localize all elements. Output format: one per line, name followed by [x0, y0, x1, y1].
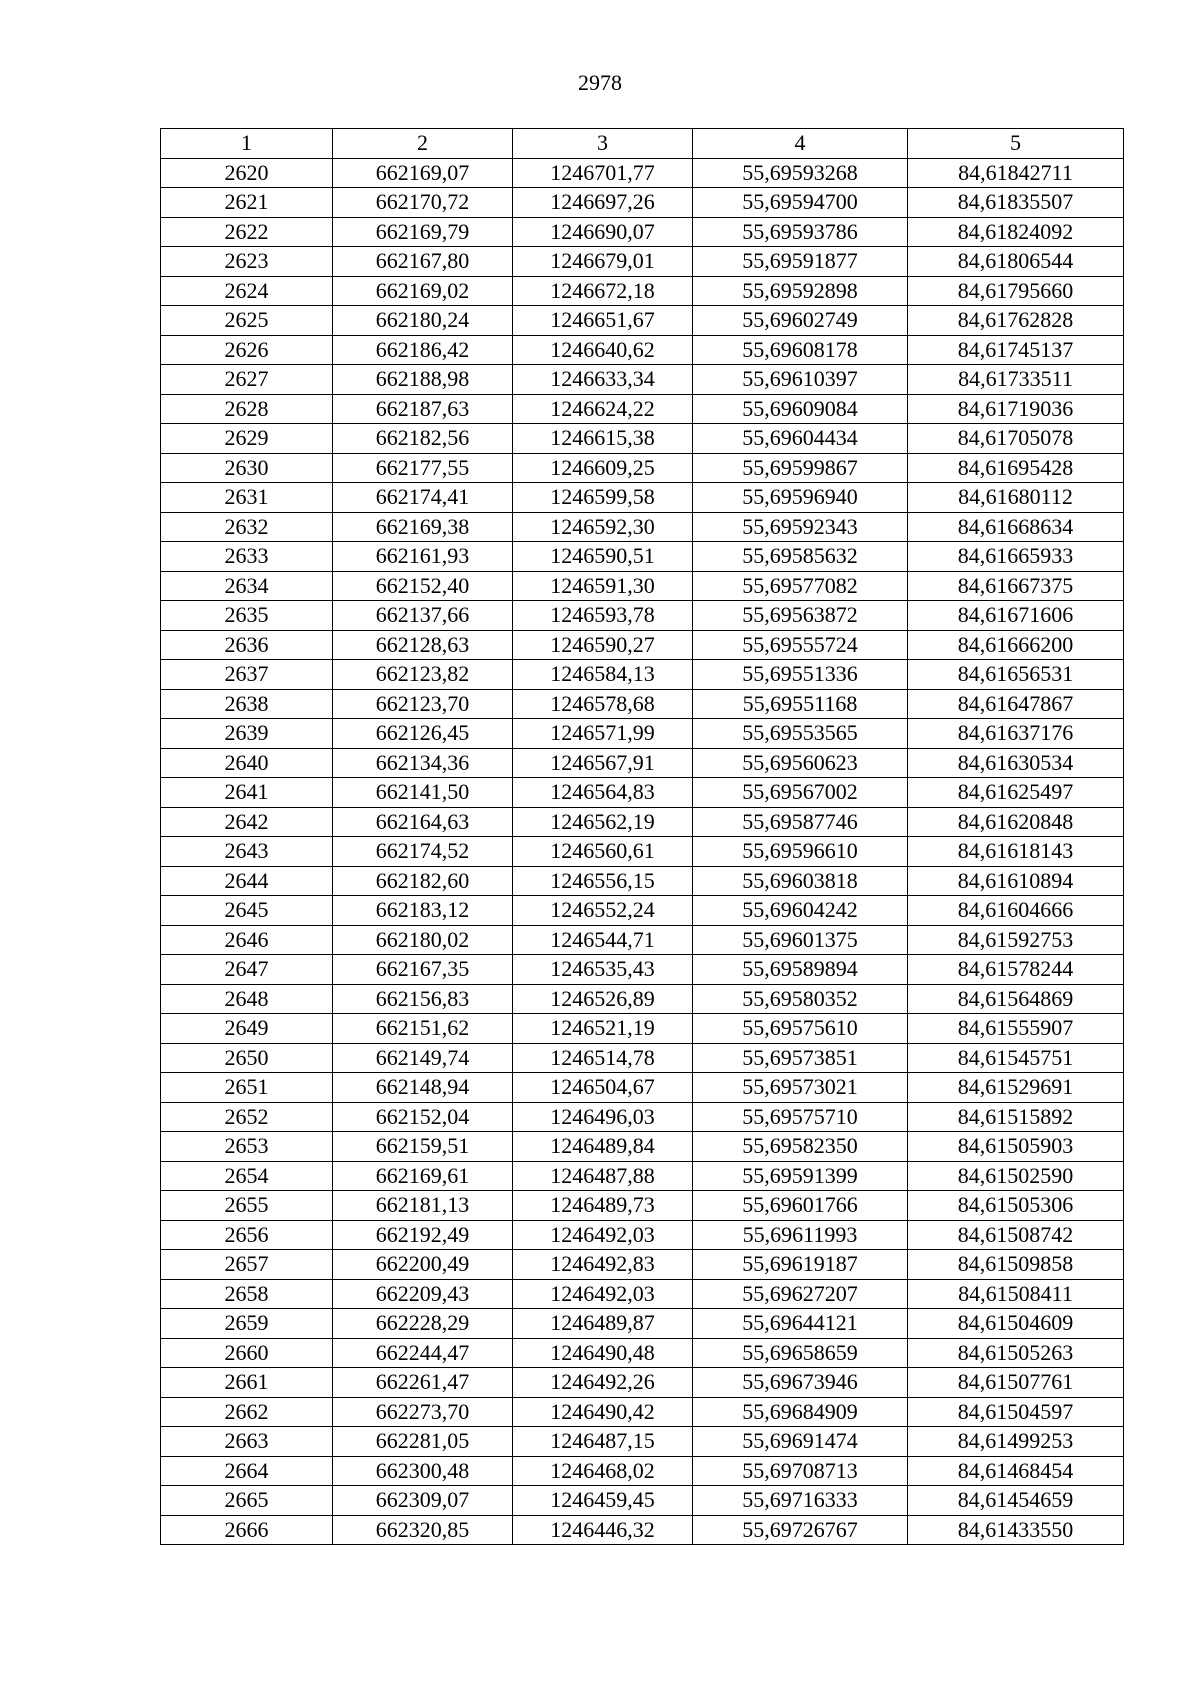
table-cell: 2649 [161, 1014, 333, 1044]
table-cell: 55,69577082 [693, 571, 908, 601]
table-cell: 1246489,87 [513, 1309, 693, 1339]
page-number: 2978 [578, 70, 622, 95]
table-cell: 1246599,58 [513, 483, 693, 513]
table-cell: 662182,60 [333, 866, 513, 896]
table-cell: 662134,36 [333, 748, 513, 778]
table-cell: 2631 [161, 483, 333, 513]
table-cell: 84,61504597 [908, 1397, 1124, 1427]
table-cell: 55,69575710 [693, 1102, 908, 1132]
table-row [161, 1250, 1124, 1280]
table-cell: 84,61666200 [908, 630, 1124, 660]
table-cell: 55,69592343 [693, 512, 908, 542]
table-cell: 1246609,25 [513, 453, 693, 483]
table-cell: 55,69608178 [693, 335, 908, 365]
table-cell: 55,69601766 [693, 1191, 908, 1221]
table-row [161, 453, 1124, 483]
table-cell: 662180,02 [333, 925, 513, 955]
table-cell: 2645 [161, 896, 333, 926]
table-cell: 1246567,91 [513, 748, 693, 778]
table-cell: 2647 [161, 955, 333, 985]
table-cell: 2659 [161, 1309, 333, 1339]
table-cell: 662151,62 [333, 1014, 513, 1044]
table-cell: 1246560,61 [513, 837, 693, 867]
table-row [161, 512, 1124, 542]
table-cell: 2660 [161, 1338, 333, 1368]
table-row [161, 365, 1124, 395]
table-cell: 1246489,73 [513, 1191, 693, 1221]
table-cell: 84,61667375 [908, 571, 1124, 601]
table-cell: 662169,61 [333, 1161, 513, 1191]
table-cell: 1246591,30 [513, 571, 693, 601]
table-cell: 55,69551168 [693, 689, 908, 719]
table-row [161, 925, 1124, 955]
table-row [161, 1102, 1124, 1132]
table-cell: 84,61762828 [908, 306, 1124, 336]
table-row [161, 1014, 1124, 1044]
table-row [161, 837, 1124, 867]
table-row [161, 542, 1124, 572]
table-cell: 662273,70 [333, 1397, 513, 1427]
table-cell: 84,61515892 [908, 1102, 1124, 1132]
table-cell: 84,61630534 [908, 748, 1124, 778]
table-cell: 1246571,99 [513, 719, 693, 749]
table-cell: 662169,79 [333, 217, 513, 247]
table-cell: 1246697,26 [513, 188, 693, 218]
table-cell: 84,61564869 [908, 984, 1124, 1014]
column-header: 5 [908, 129, 1124, 159]
table-cell: 2620 [161, 158, 333, 188]
table-cell: 2644 [161, 866, 333, 896]
table-row [161, 217, 1124, 247]
table-cell: 1246489,84 [513, 1132, 693, 1162]
table-cell: 1246544,71 [513, 925, 693, 955]
table-cell: 84,61499253 [908, 1427, 1124, 1457]
table-cell: 84,61578244 [908, 955, 1124, 985]
table-row [161, 689, 1124, 719]
table-cell: 662169,07 [333, 158, 513, 188]
column-header: 2 [333, 129, 513, 159]
table-cell: 1246487,88 [513, 1161, 693, 1191]
table-cell: 2624 [161, 276, 333, 306]
table-cell: 1246459,45 [513, 1486, 693, 1516]
table-row [161, 1043, 1124, 1073]
table-row [161, 719, 1124, 749]
table-cell: 662128,63 [333, 630, 513, 660]
table-cell: 2643 [161, 837, 333, 867]
table-cell: 55,69580352 [693, 984, 908, 1014]
table-cell: 2636 [161, 630, 333, 660]
table-cell: 55,69611993 [693, 1220, 908, 1250]
table-cell: 662187,63 [333, 394, 513, 424]
table-cell: 1246526,89 [513, 984, 693, 1014]
table-cell: 84,61508411 [908, 1279, 1124, 1309]
table-cell: 662174,52 [333, 837, 513, 867]
table-row [161, 158, 1124, 188]
table-row [161, 955, 1124, 985]
table-cell: 662123,82 [333, 660, 513, 690]
table-cell: 55,69589894 [693, 955, 908, 985]
table-cell: 662244,47 [333, 1338, 513, 1368]
table-row [161, 1456, 1124, 1486]
table-cell: 55,69691474 [693, 1427, 908, 1457]
table-cell: 2626 [161, 335, 333, 365]
table-cell: 84,61680112 [908, 483, 1124, 513]
table-cell: 1246487,15 [513, 1427, 693, 1457]
table-cell: 2650 [161, 1043, 333, 1073]
table-cell: 55,69603818 [693, 866, 908, 896]
table-cell: 1246592,30 [513, 512, 693, 542]
table-row [161, 483, 1124, 513]
table-cell: 662209,43 [333, 1279, 513, 1309]
table-cell: 2621 [161, 188, 333, 218]
table-cell: 84,61618143 [908, 837, 1124, 867]
table-cell: 2623 [161, 247, 333, 277]
table-cell: 2653 [161, 1132, 333, 1162]
table-cell: 1246590,51 [513, 542, 693, 572]
table-row [161, 306, 1124, 336]
table-cell: 662182,56 [333, 424, 513, 454]
table-row [161, 807, 1124, 837]
table-cell: 84,61637176 [908, 719, 1124, 749]
table-cell: 2635 [161, 601, 333, 631]
table-cell: 84,61656531 [908, 660, 1124, 690]
table-cell: 55,69596610 [693, 837, 908, 867]
table-cell: 2633 [161, 542, 333, 572]
table-cell: 1246492,26 [513, 1368, 693, 1398]
table-cell: 662228,29 [333, 1309, 513, 1339]
table-cell: 1246535,43 [513, 955, 693, 985]
table-cell: 2628 [161, 394, 333, 424]
table-cell: 1246552,24 [513, 896, 693, 926]
table-cell: 84,61505306 [908, 1191, 1124, 1221]
table-cell: 662180,24 [333, 306, 513, 336]
table-cell: 55,69563872 [693, 601, 908, 631]
table-cell: 55,69708713 [693, 1456, 908, 1486]
table-cell: 662152,40 [333, 571, 513, 601]
table-cell: 1246615,38 [513, 424, 693, 454]
table-cell: 84,61745137 [908, 335, 1124, 365]
table-cell: 1246672,18 [513, 276, 693, 306]
table-cell: 662149,74 [333, 1043, 513, 1073]
table-cell: 2630 [161, 453, 333, 483]
table-cell: 1246492,83 [513, 1250, 693, 1280]
column-header: 1 [161, 129, 333, 159]
table-cell: 662169,38 [333, 512, 513, 542]
table-cell: 2662 [161, 1397, 333, 1427]
table-cell: 662126,45 [333, 719, 513, 749]
table-cell: 1246496,03 [513, 1102, 693, 1132]
table-cell: 662188,98 [333, 365, 513, 395]
table-cell: 2654 [161, 1161, 333, 1191]
table-row [161, 1486, 1124, 1516]
table-cell: 1246624,22 [513, 394, 693, 424]
table-cell: 1246446,32 [513, 1515, 693, 1545]
table-cell: 55,69609084 [693, 394, 908, 424]
table-cell: 662300,48 [333, 1456, 513, 1486]
table-cell: 662167,35 [333, 955, 513, 985]
table-cell: 55,69658659 [693, 1338, 908, 1368]
table-cell: 1246504,67 [513, 1073, 693, 1103]
table-cell: 1246593,78 [513, 601, 693, 631]
table-cell: 2638 [161, 689, 333, 719]
table-cell: 84,61610894 [908, 866, 1124, 896]
table-row [161, 1427, 1124, 1457]
table-cell: 2641 [161, 778, 333, 808]
table-cell: 2625 [161, 306, 333, 336]
table-cell: 55,69601375 [693, 925, 908, 955]
table-cell: 84,61695428 [908, 453, 1124, 483]
table-cell: 662183,12 [333, 896, 513, 926]
table-cell: 2658 [161, 1279, 333, 1309]
table-cell: 84,61505903 [908, 1132, 1124, 1162]
table-cell: 2657 [161, 1250, 333, 1280]
table-cell: 55,69560623 [693, 748, 908, 778]
table-cell: 662177,55 [333, 453, 513, 483]
coordinates-table [160, 128, 1124, 1545]
table-cell: 2648 [161, 984, 333, 1014]
table-cell: 2651 [161, 1073, 333, 1103]
table-cell: 84,61508742 [908, 1220, 1124, 1250]
table-cell: 55,69610397 [693, 365, 908, 395]
table-cell: 1246640,62 [513, 335, 693, 365]
table-cell: 55,69627207 [693, 1279, 908, 1309]
table-cell: 84,61592753 [908, 925, 1124, 955]
table-row [161, 1309, 1124, 1339]
table-cell: 84,61795660 [908, 276, 1124, 306]
column-header: 3 [513, 129, 693, 159]
table-cell: 662281,05 [333, 1427, 513, 1457]
table-cell: 662152,04 [333, 1102, 513, 1132]
table-cell: 55,69593268 [693, 158, 908, 188]
table-cell: 662156,83 [333, 984, 513, 1014]
table-row [161, 1073, 1124, 1103]
table-cell: 84,61665933 [908, 542, 1124, 572]
table-row [161, 601, 1124, 631]
table-cell: 55,69553565 [693, 719, 908, 749]
table-cell: 1246590,27 [513, 630, 693, 660]
table-cell: 1246690,07 [513, 217, 693, 247]
table-cell: 1246556,15 [513, 866, 693, 896]
table-cell: 1246578,68 [513, 689, 693, 719]
table-cell: 662159,51 [333, 1132, 513, 1162]
table-row [161, 1368, 1124, 1398]
table-cell: 55,69604434 [693, 424, 908, 454]
table-cell: 84,61647867 [908, 689, 1124, 719]
table-cell: 2646 [161, 925, 333, 955]
table-cell: 84,61835507 [908, 188, 1124, 218]
table-cell: 662123,70 [333, 689, 513, 719]
table-row [161, 1191, 1124, 1221]
table-row [161, 1220, 1124, 1250]
table-cell: 1246651,67 [513, 306, 693, 336]
table-cell: 84,61545751 [908, 1043, 1124, 1073]
table-cell: 84,61806544 [908, 247, 1124, 277]
table-cell: 1246701,77 [513, 158, 693, 188]
table-cell: 84,61625497 [908, 778, 1124, 808]
table-cell: 662137,66 [333, 601, 513, 631]
table-row [161, 1161, 1124, 1191]
table-row [161, 778, 1124, 808]
table-cell: 662261,47 [333, 1368, 513, 1398]
table-cell: 1246584,13 [513, 660, 693, 690]
table-cell: 1246633,34 [513, 365, 693, 395]
table-row [161, 394, 1124, 424]
table-row [161, 1515, 1124, 1545]
table-cell: 662170,72 [333, 188, 513, 218]
table-cell: 55,69673946 [693, 1368, 908, 1398]
table-cell: 84,61454659 [908, 1486, 1124, 1516]
table-cell: 55,69619187 [693, 1250, 908, 1280]
table-cell: 662192,49 [333, 1220, 513, 1250]
table-cell: 1246490,48 [513, 1338, 693, 1368]
table-row [161, 1132, 1124, 1162]
table-cell: 2640 [161, 748, 333, 778]
table-cell: 55,69604242 [693, 896, 908, 926]
table-row [161, 276, 1124, 306]
table-cell: 2655 [161, 1191, 333, 1221]
table-cell: 55,69593786 [693, 217, 908, 247]
table-cell: 2629 [161, 424, 333, 454]
table-cell: 1246492,03 [513, 1279, 693, 1309]
table-cell: 662148,94 [333, 1073, 513, 1103]
table-row [161, 188, 1124, 218]
table-row [161, 748, 1124, 778]
table-cell: 55,69567002 [693, 778, 908, 808]
table-cell: 55,69575610 [693, 1014, 908, 1044]
table-cell: 55,69726767 [693, 1515, 908, 1545]
table-cell: 662161,93 [333, 542, 513, 572]
table-cell: 55,69592898 [693, 276, 908, 306]
table-cell: 84,61555907 [908, 1014, 1124, 1044]
table-cell: 2627 [161, 365, 333, 395]
table-cell: 662181,13 [333, 1191, 513, 1221]
table-cell: 55,69587746 [693, 807, 908, 837]
table-cell: 55,69585632 [693, 542, 908, 572]
table-cell: 2656 [161, 1220, 333, 1250]
table-cell: 84,61504609 [908, 1309, 1124, 1339]
header-row [161, 129, 1124, 159]
table-cell: 1246679,01 [513, 247, 693, 277]
table-cell: 2637 [161, 660, 333, 690]
table-cell: 84,61507761 [908, 1368, 1124, 1398]
table-cell: 55,69594700 [693, 188, 908, 218]
table-row [161, 424, 1124, 454]
table-cell: 55,69551336 [693, 660, 908, 690]
table-cell: 55,69582350 [693, 1132, 908, 1162]
table-cell: 2663 [161, 1427, 333, 1457]
table-row [161, 1397, 1124, 1427]
table-cell: 84,61433550 [908, 1515, 1124, 1545]
table-cell: 84,61671606 [908, 601, 1124, 631]
table-cell: 55,69602749 [693, 306, 908, 336]
table-row [161, 1338, 1124, 1368]
table-cell: 55,69591877 [693, 247, 908, 277]
table-cell: 2634 [161, 571, 333, 601]
table-row [161, 247, 1124, 277]
table-row [161, 896, 1124, 926]
table-cell: 662167,80 [333, 247, 513, 277]
table-cell: 2632 [161, 512, 333, 542]
table-cell: 2661 [161, 1368, 333, 1398]
table-cell: 662164,63 [333, 807, 513, 837]
table-row [161, 630, 1124, 660]
table-cell: 2664 [161, 1456, 333, 1486]
table-cell: 662141,50 [333, 778, 513, 808]
table-row [161, 1279, 1124, 1309]
table-cell: 55,69591399 [693, 1161, 908, 1191]
table-cell: 84,61529691 [908, 1073, 1124, 1103]
table-cell: 1246468,02 [513, 1456, 693, 1486]
table-cell: 1246562,19 [513, 807, 693, 837]
table-cell: 2652 [161, 1102, 333, 1132]
table-cell: 84,61502590 [908, 1161, 1124, 1191]
table-cell: 84,61842711 [908, 158, 1124, 188]
table-cell: 84,61824092 [908, 217, 1124, 247]
table-cell: 55,69599867 [693, 453, 908, 483]
table-cell: 55,69684909 [693, 1397, 908, 1427]
table-cell: 84,61719036 [908, 394, 1124, 424]
table-cell: 55,69573851 [693, 1043, 908, 1073]
table-row [161, 660, 1124, 690]
column-header: 4 [693, 129, 908, 159]
table-cell: 55,69573021 [693, 1073, 908, 1103]
table-cell: 2622 [161, 217, 333, 247]
table-cell: 662169,02 [333, 276, 513, 306]
table-cell: 84,61505263 [908, 1338, 1124, 1368]
table-cell: 662186,42 [333, 335, 513, 365]
table-cell: 84,61509858 [908, 1250, 1124, 1280]
table-body [161, 158, 1124, 1545]
table-cell: 1246564,83 [513, 778, 693, 808]
table-row [161, 866, 1124, 896]
table-cell: 662200,49 [333, 1250, 513, 1280]
table-cell: 84,61668634 [908, 512, 1124, 542]
table-cell: 2665 [161, 1486, 333, 1516]
table-cell: 84,61705078 [908, 424, 1124, 454]
table-cell: 55,69716333 [693, 1486, 908, 1516]
table-cell: 84,61468454 [908, 1456, 1124, 1486]
table-cell: 1246492,03 [513, 1220, 693, 1250]
table-cell: 662320,85 [333, 1515, 513, 1545]
table-cell: 662174,41 [333, 483, 513, 513]
table-cell: 1246521,19 [513, 1014, 693, 1044]
table-cell: 1246490,42 [513, 1397, 693, 1427]
table-cell: 2666 [161, 1515, 333, 1545]
table-cell: 55,69596940 [693, 483, 908, 513]
table-row [161, 571, 1124, 601]
table-row [161, 335, 1124, 365]
table-cell: 55,69644121 [693, 1309, 908, 1339]
table-row [161, 984, 1124, 1014]
table-cell: 84,61620848 [908, 807, 1124, 837]
table-cell: 2642 [161, 807, 333, 837]
table-cell: 662309,07 [333, 1486, 513, 1516]
table-cell: 84,61733511 [908, 365, 1124, 395]
table-cell: 2639 [161, 719, 333, 749]
table-cell: 84,61604666 [908, 896, 1124, 926]
table-cell: 1246514,78 [513, 1043, 693, 1073]
table-cell: 55,69555724 [693, 630, 908, 660]
